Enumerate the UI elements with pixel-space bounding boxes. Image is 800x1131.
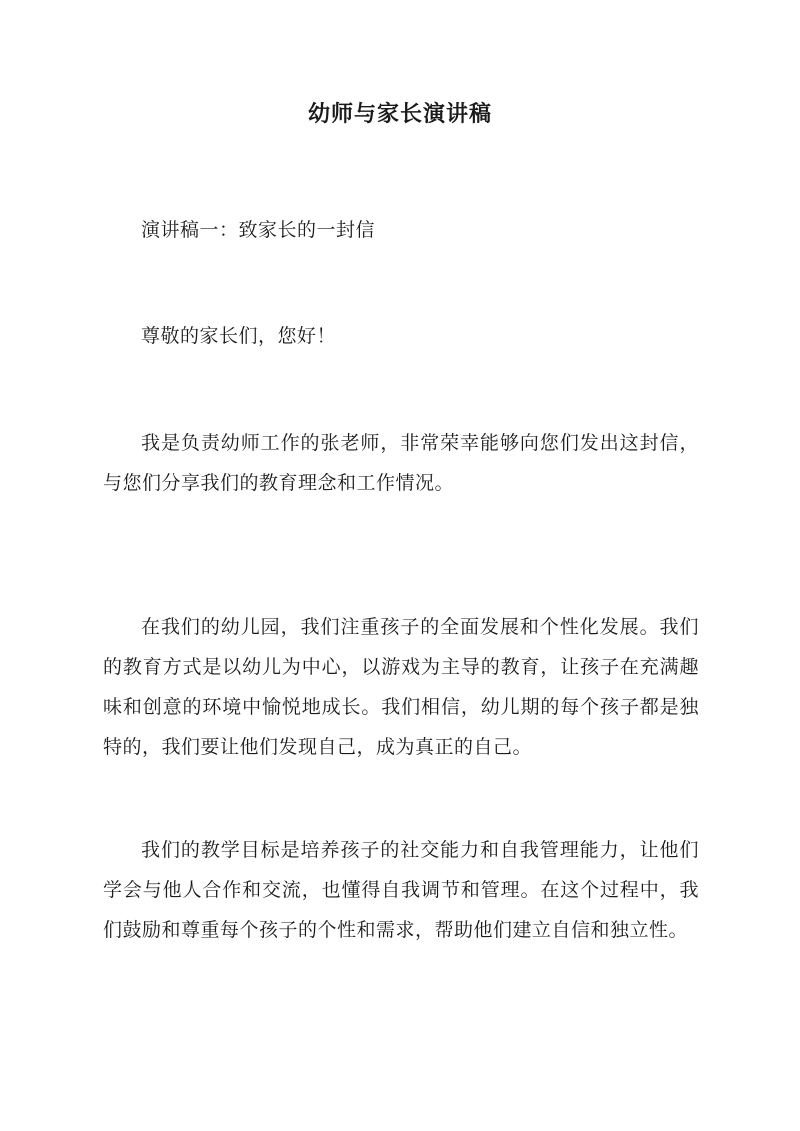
document-title: 幼师与家长演讲稿 <box>307 101 492 127</box>
philosophy-paragraph: 在我们的幼儿园，我们注重孩子的全面发展和个性化发展。我们的教育方式是以幼儿为中心，以游戏为主导的教育，让孩子在充满趣味和创意的环境中愉悦地成长。我们相信，幼儿期的每个孩子都是独特的，我们要让他们发现自己，成为真正的自己。 <box>103 616 699 758</box>
section-heading: 演讲稿一：致家长的一封信 <box>141 219 376 241</box>
goals-paragraph: 我们的教学目标是培养孩子的社交能力和自我管理能力，让他们学会与他人合作和交流，也懂得自我调节和管理。在这个过程中，我们鼓励和尊重每个孩子的个性和需求，帮助他们建立自信和独立性。 <box>103 839 699 941</box>
intro-paragraph: 我是负责幼师工作的张老师，非常荣幸能够向您们发出这封信，与您们分享我们的教育理念和工作情况。 <box>103 432 699 494</box>
greeting-paragraph: 尊敬的家长们，您好！ <box>141 325 337 347</box>
